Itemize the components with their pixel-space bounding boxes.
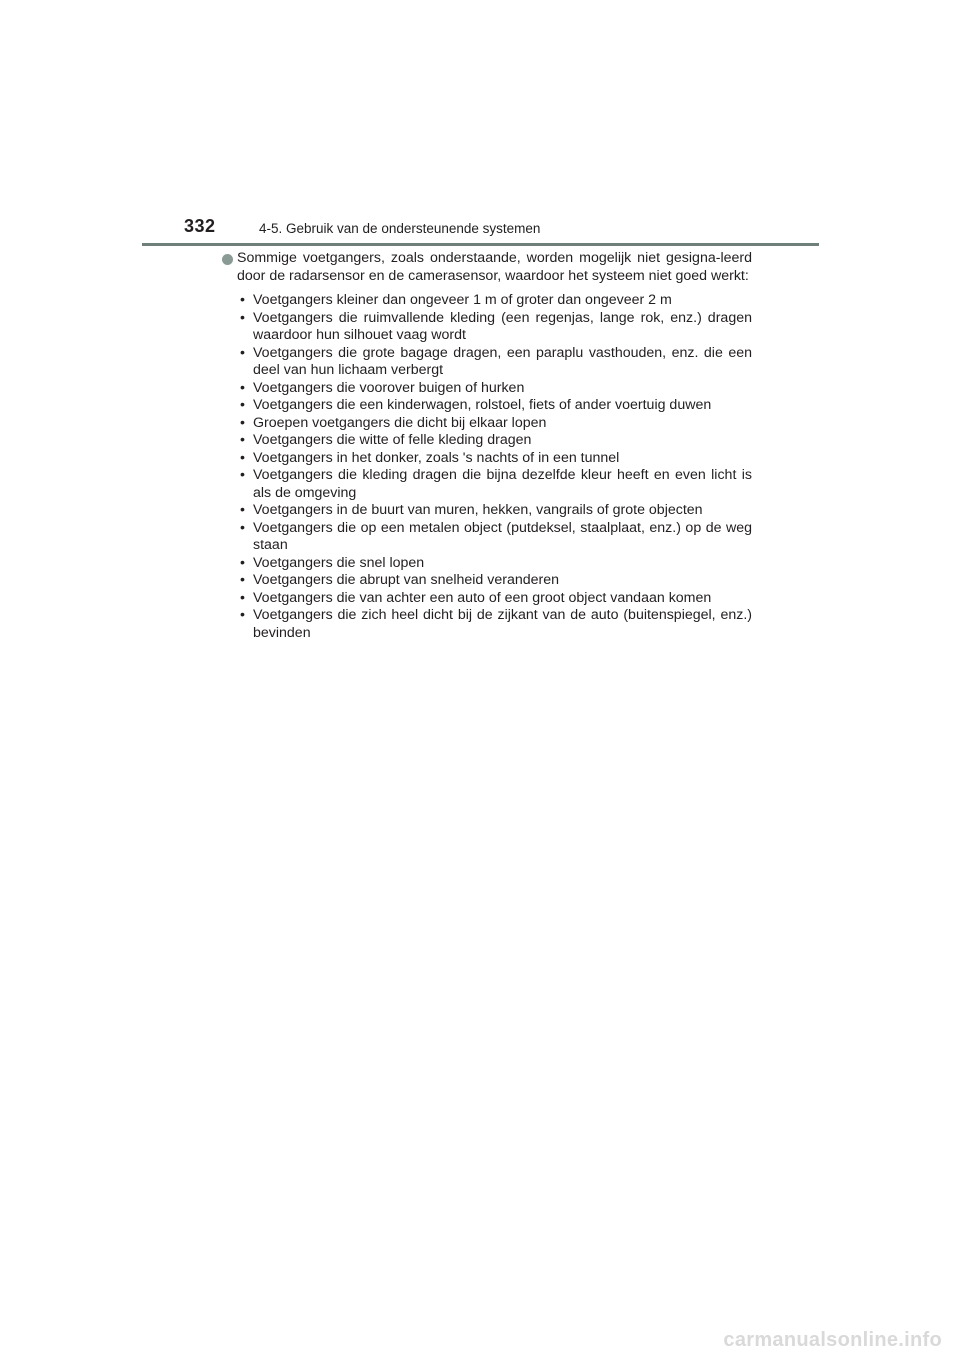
list-item: • Voetgangers die grote bagage dragen, een paraplu vasthouden, enz. die een deel van hun lichaam verbergt — [220, 345, 752, 380]
lead-text: Sommige voetgangers, zoals onderstaande, worden mogelijk niet gesigna-leerd door de radarsensor en de camerasensor, waardoor het systeem niet goed werkt: — [237, 250, 752, 284]
list-item: • Voetgangers die op een metalen object (putdeksel, staalplaat, enz.) op de weg staan — [220, 520, 752, 555]
list-item: • Voetgangers die kleding dragen die bijna dezelfde kleur heeft en even licht is als de omgeving — [220, 467, 752, 502]
list-item: • Voetgangers kleiner dan ongeveer 1 m of groter dan ongeveer 2 m — [220, 292, 752, 310]
header-divider — [142, 243, 819, 246]
circle-bullet-icon — [222, 254, 233, 265]
page-number: 332 — [184, 216, 216, 236]
list-item: • Voetgangers die zich heel dicht bij de zijkant van de auto (buitenspiegel, enz.) bevinden — [220, 607, 752, 642]
section-title: 4-5. Gebruik van de ondersteunende systemen — [259, 221, 541, 236]
main-content — [220, 250, 752, 642]
list-item: • Voetgangers in de buurt van muren, hekken, vangrails of grote objecten — [220, 502, 752, 520]
list-item: • Voetgangers die witte of felle kleding dragen — [220, 432, 752, 450]
lead-paragraph — [220, 250, 752, 285]
list-item: • Voetgangers die van achter een auto of een groot object vandaan komen — [220, 590, 752, 608]
list-item: • Voetgangers die ruimvallende kleding (een regenjas, lange rok, enz.) dragen waardoor hun silhouet vaag wordt — [220, 310, 752, 345]
list-item: • Voetgangers in het donker, zoals 's nachts of in een tunnel — [220, 450, 752, 468]
pedestrian-list — [220, 292, 752, 642]
list-item: • Voetgangers die snel lopen — [220, 555, 752, 573]
list-item: • Voetgangers die een kinderwagen, rolstoel, fiets of ander voertuig duwen — [220, 397, 752, 415]
list-item: • Voetgangers die voorover buigen of hurken — [220, 380, 752, 398]
list-item: • Voetgangers die abrupt van snelheid veranderen — [220, 572, 752, 590]
watermark-logo: carmanualsonline.info — [723, 1329, 942, 1351]
list-item: • Groepen voetgangers die dicht bij elkaar lopen — [220, 415, 752, 433]
